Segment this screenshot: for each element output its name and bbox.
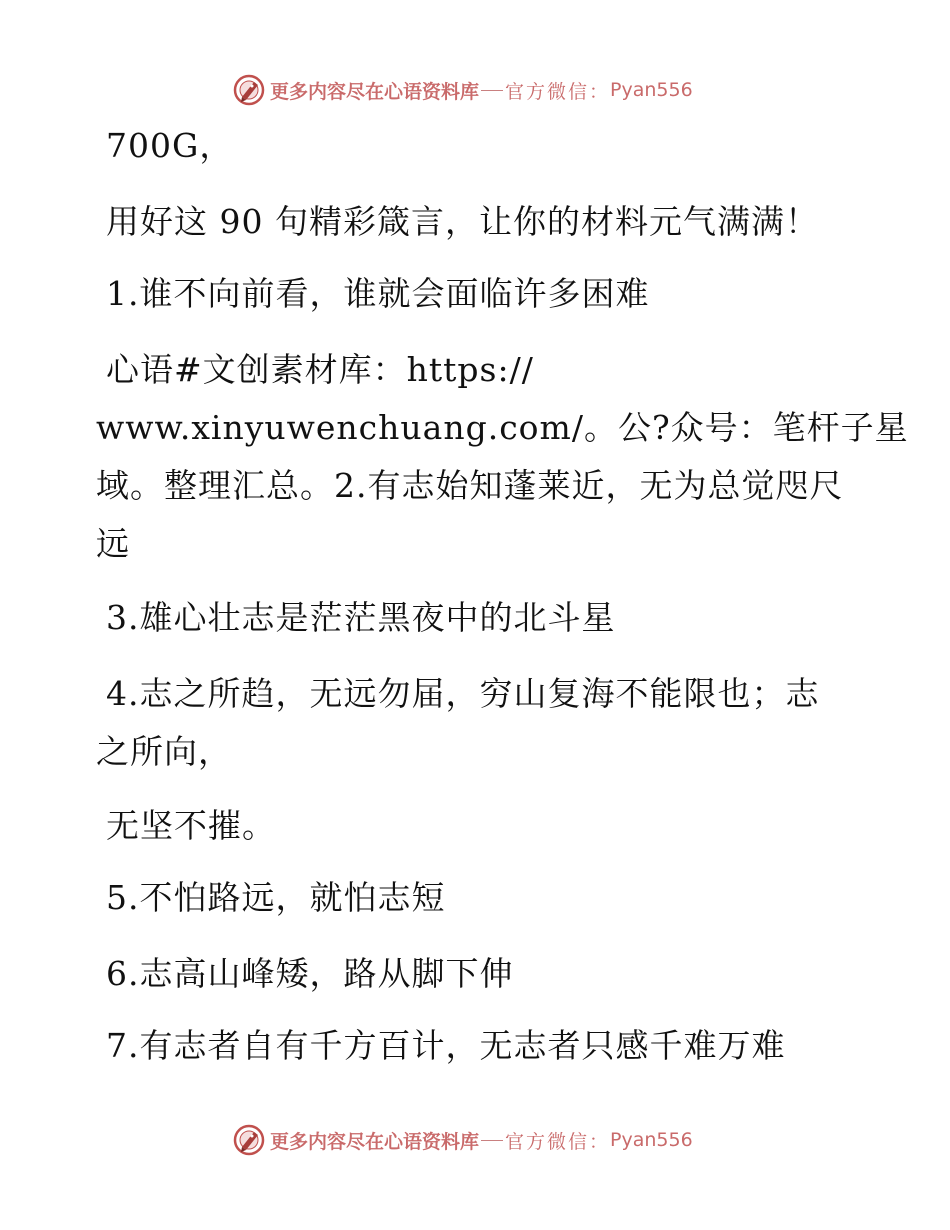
- header-official-label: 官方微信：: [505, 80, 611, 103]
- doc-line-2: 用好这 90 句精彩箴言，让你的材料元气满满！: [106, 202, 819, 241]
- header-banner: [232, 72, 693, 108]
- doc-line-5: www.xinyuwenchuang.com/。公?众号：笔杆子星: [96, 408, 909, 447]
- header-dash: [481, 90, 503, 91]
- footer-official-label: 官方微信：: [505, 1130, 611, 1153]
- pen-nib-logo-icon: [232, 1123, 266, 1157]
- pen-nib-logo-icon: [232, 73, 266, 107]
- doc-line-11: 无坚不摧。: [106, 806, 276, 845]
- footer-banner: [232, 1122, 693, 1158]
- doc-line-13: 6.志高山峰矮，路从脚下伸: [106, 954, 514, 993]
- footer-dash: [481, 1140, 503, 1141]
- header-wechat-id: Pyan556: [610, 79, 693, 101]
- doc-line-8: 3.雄心壮志是茫茫黑夜中的北斗星: [106, 598, 616, 637]
- footer-brand-text: 更多内容尽在心语资料库: [270, 1130, 480, 1153]
- footer-wechat-id: Pyan556: [610, 1129, 693, 1151]
- header-brand-text: 更多内容尽在心语资料库: [270, 80, 480, 103]
- doc-line-7: 远: [96, 524, 130, 563]
- doc-line-14: 7.有志者自有千方百计，无志者只感千难万难: [106, 1026, 786, 1065]
- doc-line-4: 心语#文创素材库：https://: [106, 350, 534, 389]
- doc-line-9: 4.志之所趋，无远勿届，穷山复海不能限也；志: [106, 674, 820, 713]
- doc-line-3: 1.谁不向前看，谁就会面临许多困难: [106, 274, 650, 313]
- doc-line-12: 5.不怕路远，就怕志短: [106, 878, 446, 917]
- doc-line-6: 域。整理汇总。2.有志始知蓬莱近，无为总觉咫尺: [96, 466, 844, 505]
- doc-line-1: 700G，: [106, 126, 234, 165]
- doc-line-10: 之所向，: [96, 732, 232, 771]
